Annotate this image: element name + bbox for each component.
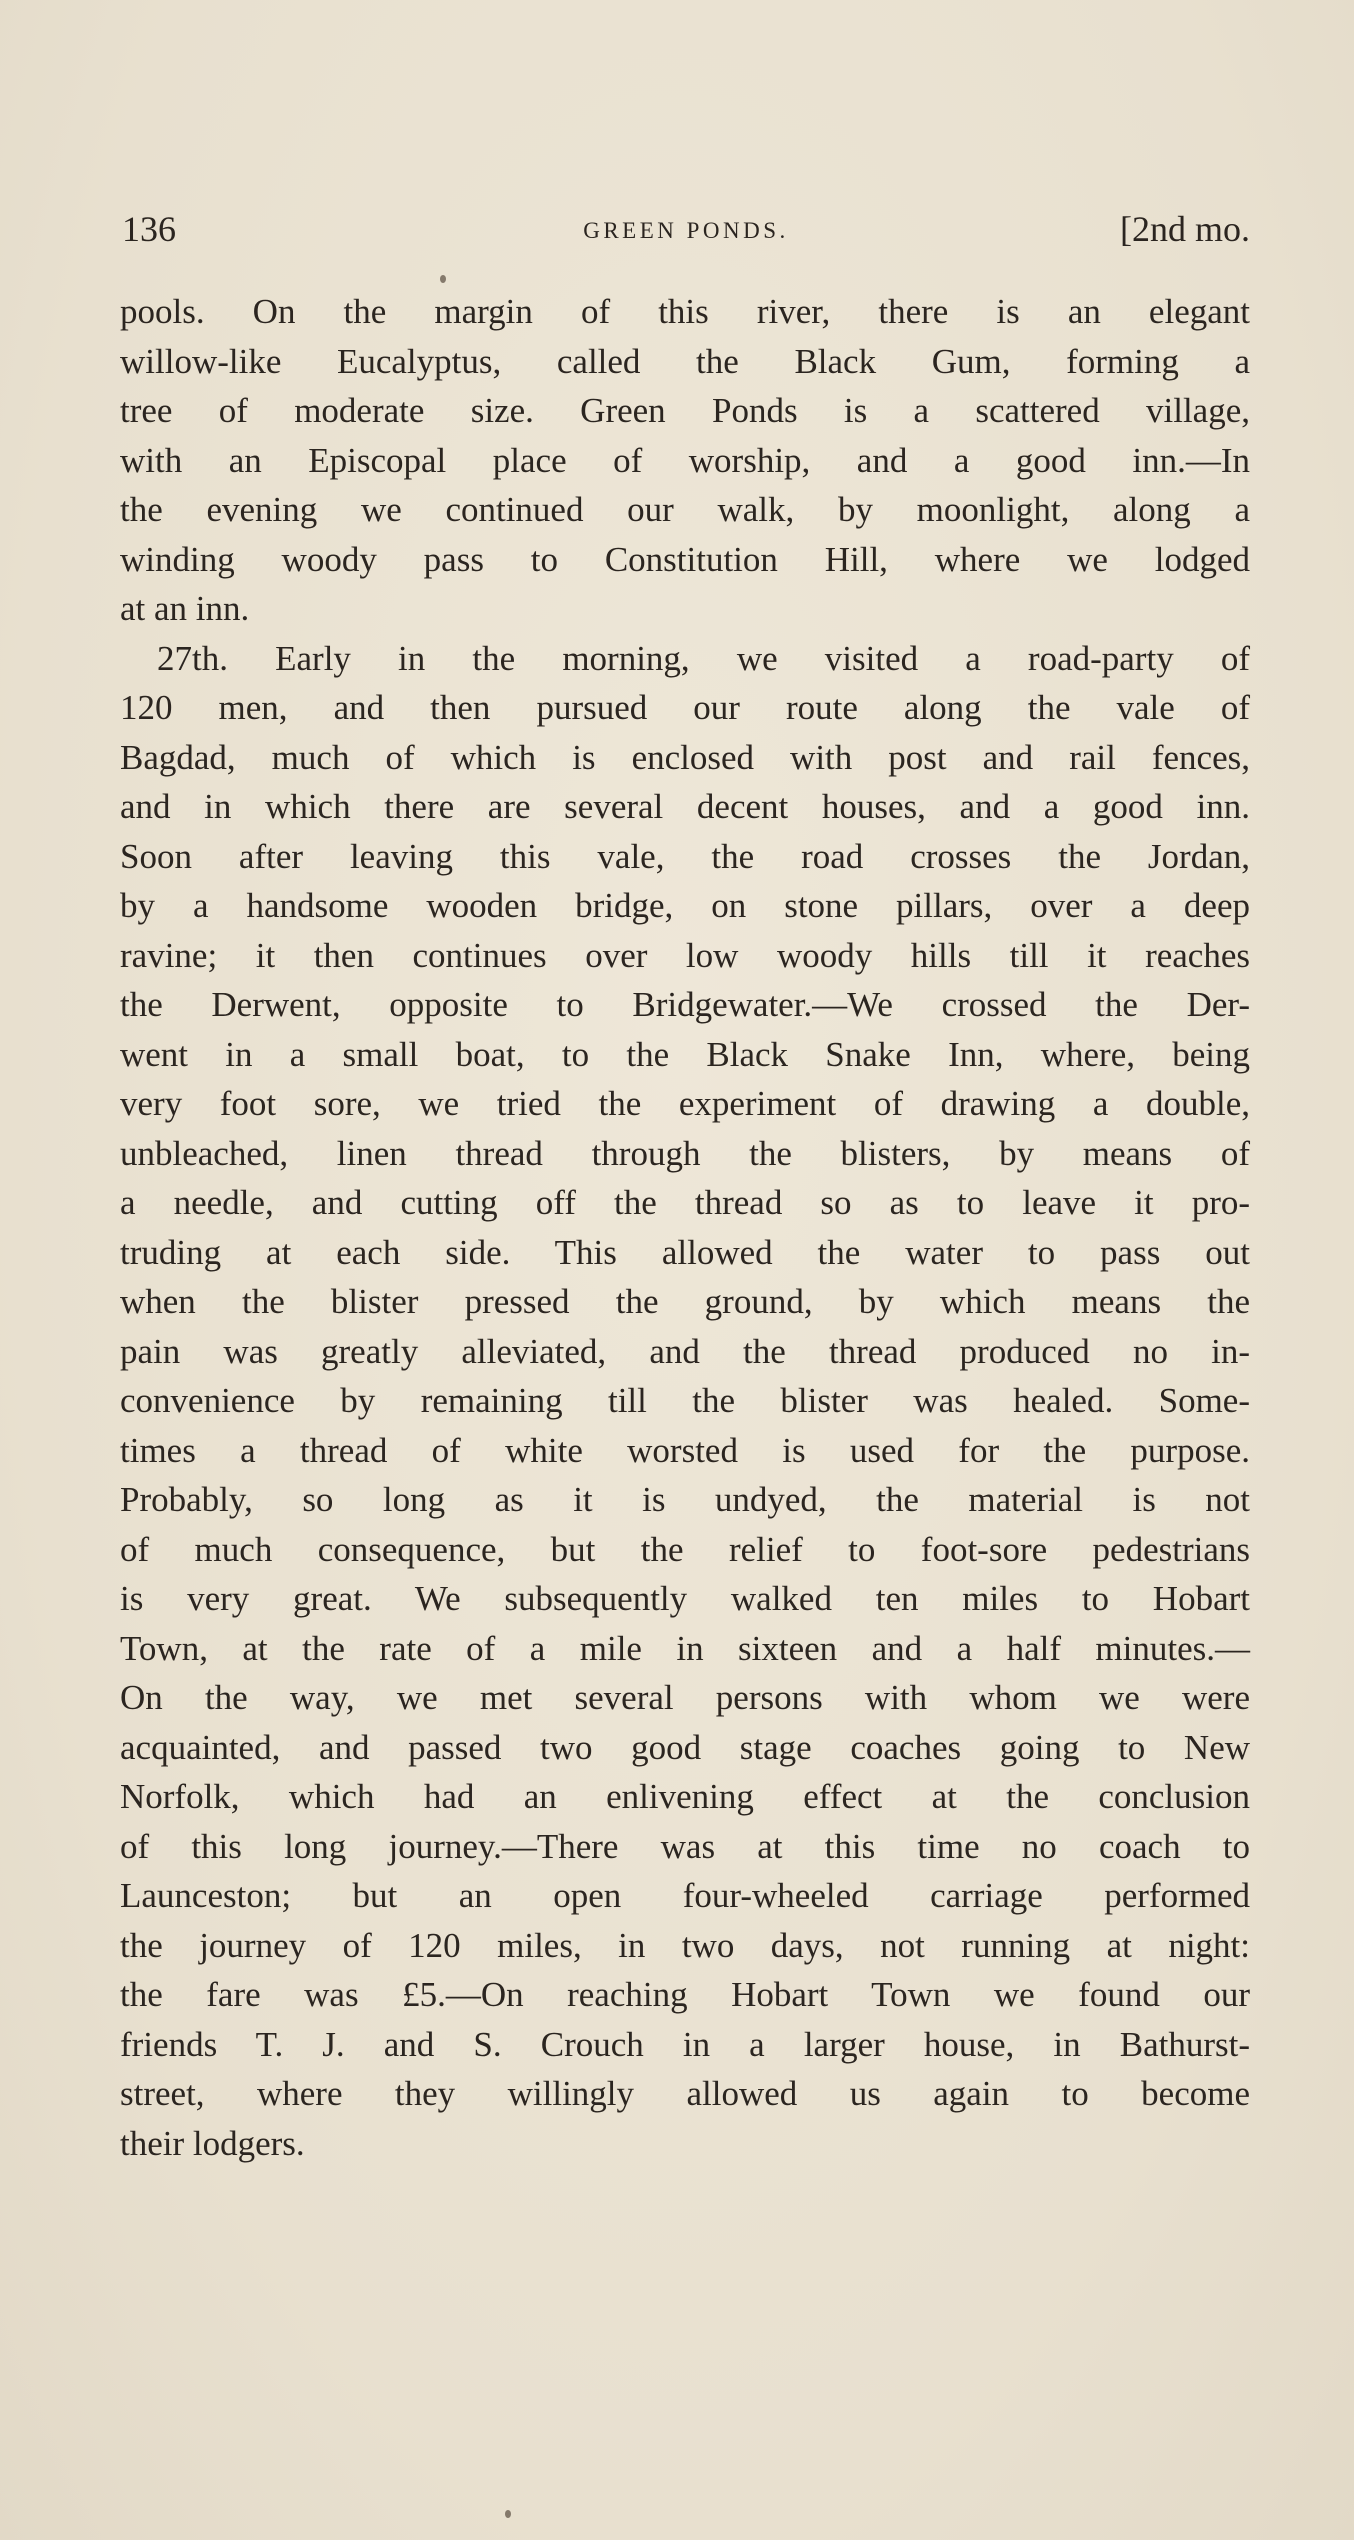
text-line: street, where they willingly allowed us again to become bbox=[120, 2074, 1250, 2113]
body-text bbox=[120, 287, 1250, 2168]
text-line: tree of moderate size. Green Ponds is a scattered village, bbox=[120, 391, 1250, 430]
page-header bbox=[122, 208, 1250, 264]
ink-speck bbox=[505, 2510, 511, 2518]
text-line: the Derwent, opposite to Bridgewater.—We crossed the Der- bbox=[120, 985, 1250, 1024]
text-line: and in which there are several decent houses, and a good inn. bbox=[120, 787, 1250, 826]
text-line: unbleached, linen thread through the blisters, by means of bbox=[120, 1133, 1250, 1173]
section-marker: [2nd mo. bbox=[1120, 209, 1250, 249]
text-line: Bagdad, much of which is enclosed with post and rail fences, bbox=[120, 737, 1250, 777]
text-line: the evening we continued our walk, by moonlight, along a bbox=[120, 490, 1250, 529]
text-line: pain was greatly alleviated, and the thread produced no in- bbox=[120, 1331, 1250, 1371]
text-line: pools. On the margin of this river, there is an elegant bbox=[120, 292, 1250, 331]
text-line: a needle, and cutting off the thread so as to leave it pro- bbox=[120, 1183, 1250, 1222]
text-line: 120 men, and then pursued our route along the vale of bbox=[120, 688, 1250, 727]
text-line: friends T. J. and S. Crouch in a larger house, in Bathurst- bbox=[120, 2024, 1250, 2064]
text-line: is very great. We subsequently walked ten miles to Hobart bbox=[120, 1579, 1250, 1618]
text-line: at an inn. bbox=[120, 589, 250, 628]
text-line: of much consequence, but the relief to foot-sore pedestrians bbox=[120, 1529, 1250, 1569]
text-line: when the blister pressed the ground, by which means the bbox=[120, 1282, 1250, 1321]
ink-speck bbox=[440, 275, 446, 283]
text-line: Probably, so long as it is undyed, the material is not bbox=[120, 1480, 1250, 1519]
text-line: 27th. Early in the morning, we visited a road-party of bbox=[157, 638, 1250, 678]
text-line: winding woody pass to Constitution Hill, where we lodged bbox=[120, 539, 1250, 579]
text-line: acquainted, and passed two good stage coaches going to New bbox=[120, 1727, 1250, 1767]
page-number: 136 bbox=[122, 209, 176, 249]
text-line: Norfolk, which had an enlivening effect at the conclusion bbox=[120, 1777, 1250, 1816]
text-line: Launceston; but an open four-wheeled carriage performed bbox=[120, 1876, 1250, 1915]
text-line: the journey of 120 miles, in two days, not running at night: bbox=[120, 1925, 1250, 1965]
text-line: truding at each side. This allowed the water to pass out bbox=[120, 1232, 1250, 1272]
text-line: Town, at the rate of a mile in sixteen and a half minutes.— bbox=[120, 1628, 1250, 1668]
text-line: went in a small boat, to the Black Snake Inn, where, being bbox=[120, 1034, 1250, 1074]
text-line: willow-like Eucalyptus, called the Black Gum, forming a bbox=[120, 341, 1250, 381]
running-head: GREEN PONDS. bbox=[583, 218, 789, 243]
text-line: On the way, we met several persons with whom we were bbox=[120, 1678, 1250, 1717]
text-line: times a thread of white worsted is used for the purpose. bbox=[120, 1430, 1250, 1470]
text-line: Soon after leaving this vale, the road crosses the Jordan, bbox=[120, 836, 1250, 876]
text-line: very foot sore, we tried the experiment of drawing a double, bbox=[120, 1084, 1250, 1123]
text-line: convenience by remaining till the blister was healed. Some- bbox=[120, 1381, 1250, 1420]
text-line: ravine; it then continues over low woody hills till it reaches bbox=[120, 935, 1250, 975]
text-line: of this long journey.—There was at this time no coach to bbox=[120, 1826, 1250, 1866]
text-line: the fare was £5.—On reaching Hobart Town we found our bbox=[120, 1975, 1250, 2014]
text-line: with an Episcopal place of worship, and a good inn.—In bbox=[120, 440, 1250, 480]
text-line: their lodgers. bbox=[120, 2123, 305, 2163]
text-line: by a handsome wooden bridge, on stone pillars, over a deep bbox=[120, 886, 1250, 925]
